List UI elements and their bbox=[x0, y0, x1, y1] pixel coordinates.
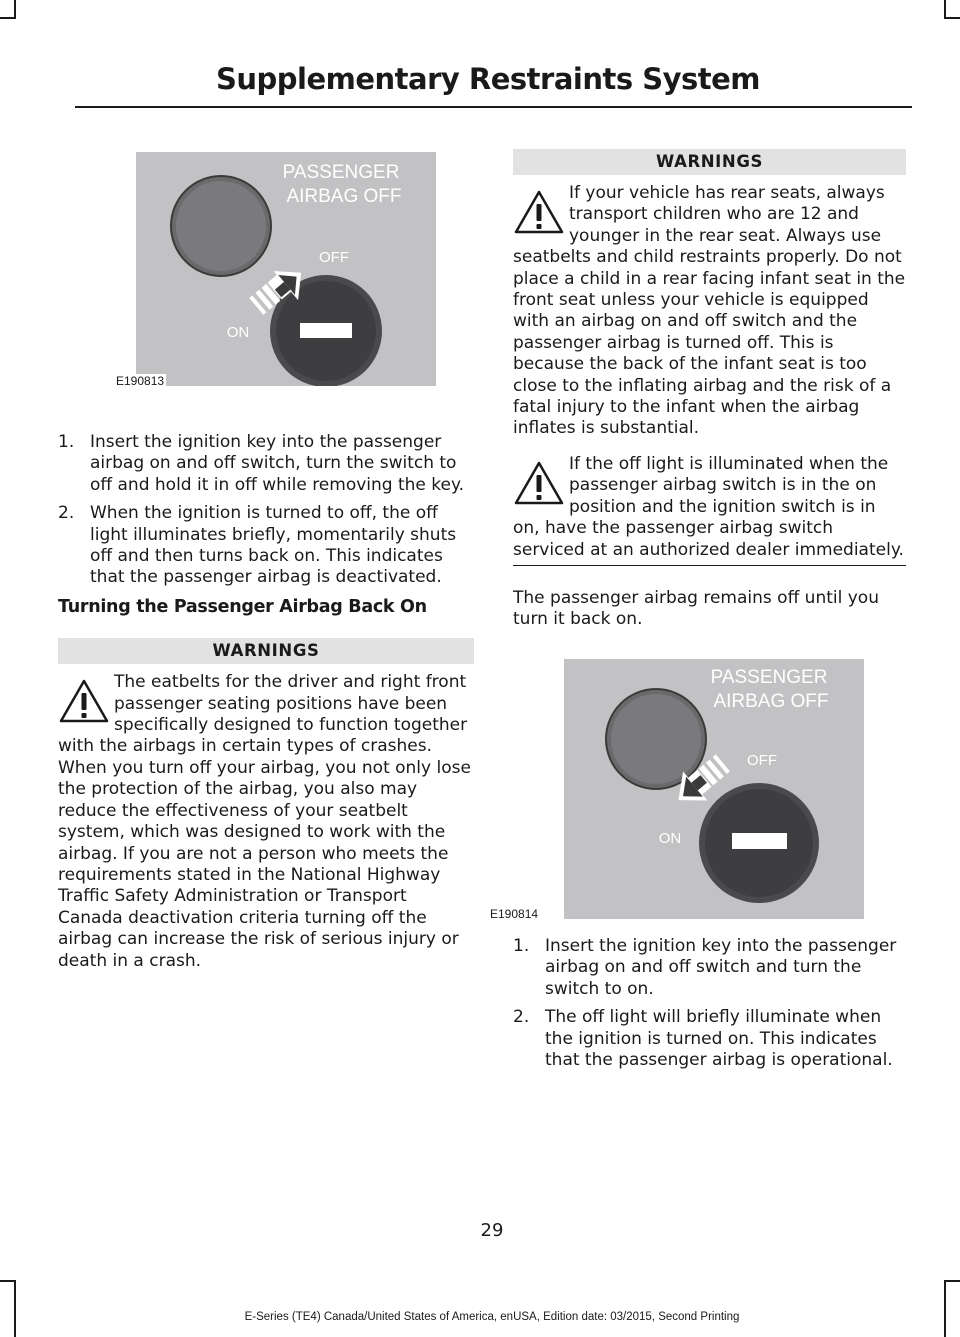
page-number: 29 bbox=[480, 1220, 504, 1241]
step-number: 2. bbox=[58, 503, 75, 524]
warning-triangle-icon bbox=[513, 460, 565, 506]
warning-text: If the off light is illuminated when the passenger airbag switch is in the on position and the ignition switch is in on, have the passenger airbag switch serviced at an authorized dealer immediately. bbox=[513, 453, 904, 560]
warning-text: The eatbelts for the driver and right front passenger seating positions have been specifically designed to function together with the airbags in certain types of crashes. When you turn off your airbag, you not only lose the protection of the airbag, you also may reduce the effectiveness of your seatbelt system, which was designed to work with the airbag. If you are not a person who meets the requirements stated in the National Highway Traffic Safety Administration or Transport Canada deactivation criteria turning off the airbag can increase the risk of serious injury or death in a crash. bbox=[58, 672, 471, 971]
airbag-switch-illustration bbox=[564, 659, 864, 919]
left-column bbox=[58, 432, 474, 986]
warning-item bbox=[513, 183, 906, 440]
warning-text: If your vehicle has rear seats, always transport children who are 12 and younger in the rear seat. Always use seatbelts and child restraints properly. Do not place a child in a rear facing infant seat in the front seat unless your vehicle is equipped with an airbag on and off switch and the passenger airbag is turned off. This is because the back of the infant seat is too close to the inflating airbag and the risk of a fatal injury to the infant when the airbag inflates is substantial. bbox=[513, 183, 906, 439]
crop-mark bbox=[14, 1280, 16, 1337]
list-item bbox=[58, 432, 474, 496]
switch-figure-off bbox=[114, 152, 436, 386]
warning-triangle-icon bbox=[513, 189, 565, 235]
figure-panel bbox=[564, 659, 864, 919]
warnings-heading: WARNINGS bbox=[513, 149, 906, 175]
airbag-switch-illustration bbox=[136, 152, 436, 386]
off-position-label: OFF bbox=[319, 249, 349, 266]
section-heading: Turning the Passenger Airbag Back On bbox=[58, 596, 427, 617]
warnings-end-divider bbox=[513, 565, 906, 566]
figure-panel bbox=[136, 152, 436, 386]
crop-mark bbox=[14, 0, 16, 18]
crop-mark bbox=[944, 1280, 960, 1282]
figure-label-line2: AIRBAG OFF bbox=[713, 691, 829, 712]
figure-label-line1: PASSENGER bbox=[710, 667, 828, 688]
step-text: Insert the ignition key into the passenger airbag on and off switch and turn the switch to on. bbox=[545, 936, 897, 999]
warning-item bbox=[513, 454, 906, 561]
step-text: When the ignition is turned to off, the off light illuminates briefly, momentarily shuts off and then turns back on. This indicates that the passenger airbag is deactivated. bbox=[90, 503, 457, 588]
figure-id: E190814 bbox=[490, 907, 539, 921]
on-position-label: ON bbox=[226, 324, 250, 341]
page-title: Supplementary Restraints System bbox=[215, 62, 760, 96]
crop-mark bbox=[944, 1280, 946, 1337]
deactivate-steps bbox=[58, 432, 474, 589]
step-number: 2. bbox=[513, 1007, 530, 1028]
activate-steps bbox=[513, 936, 908, 1071]
figure-id: E190813 bbox=[116, 374, 165, 388]
figure-label-line2: AIRBAG OFF bbox=[286, 186, 402, 207]
warning-item bbox=[58, 672, 474, 972]
crop-mark bbox=[944, 0, 946, 18]
list-item bbox=[513, 1007, 908, 1071]
list-item bbox=[58, 503, 474, 589]
list-item bbox=[513, 936, 908, 1000]
crop-mark bbox=[0, 1280, 16, 1282]
crop-mark bbox=[0, 17, 16, 19]
crop-mark bbox=[944, 17, 960, 19]
figure-label-line1: PASSENGER bbox=[282, 162, 400, 183]
step-number: 1. bbox=[58, 432, 75, 452]
on-position-label: ON bbox=[658, 830, 682, 847]
body-paragraph: The passenger airbag remains off until you turn it back on. bbox=[513, 587, 879, 630]
header-divider bbox=[75, 106, 912, 108]
step-number: 1. bbox=[513, 936, 530, 956]
off-position-label: OFF bbox=[747, 752, 777, 769]
right-steps bbox=[513, 936, 908, 1078]
step-text: The off light will briefly illuminate when the ignition is turned on. This indicates that the passenger airbag is operational. bbox=[545, 1007, 893, 1071]
right-column bbox=[513, 149, 906, 631]
switch-figure-on bbox=[488, 659, 866, 919]
step-text: Insert the ignition key into the passenger airbag on and off switch, turn the switch to off and hold it in off while removing the key. bbox=[90, 432, 465, 495]
page-footer: E-Series (TE4) Canada/United States of America, enUSA, Edition date: 03/2015, Second Printing bbox=[244, 1311, 740, 1323]
warning-triangle-icon bbox=[58, 678, 110, 724]
warnings-heading: WARNINGS bbox=[58, 638, 474, 664]
